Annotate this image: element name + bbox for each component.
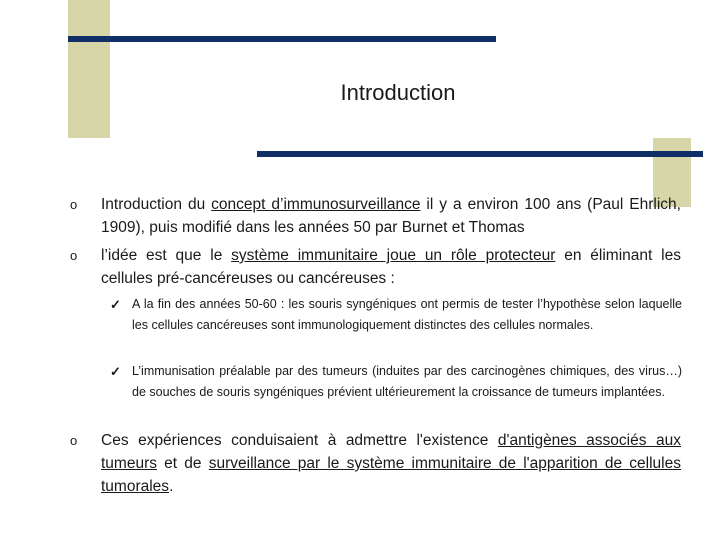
bullet-experiments [70,429,681,498]
subbullet-immunisation [110,361,682,403]
underlined-term: d'antigènes associés aux tumeurs [101,432,681,472]
decor-navy-bar-top [68,36,496,42]
subbullet-text: L’immunisation préalable par des tumeurs (induites par des carcinogènes chimiques, des virus…) de souches de souris syngéniques prévient ultérieurement la croissance de tumeurs implantées. [132,364,682,399]
bullet-text: Ces expériences conduisaient à admettre l'existence [101,432,498,449]
underlined-term: concept d’immunosurveillance [211,196,421,213]
check-icon: ✓ [110,297,121,312]
check-icon: ✓ [110,364,121,379]
decor-navy-bar-bottom [257,151,703,157]
bullet-text: il y a environ 100 ans (Paul Ehrlich, 1909), puis modifié dans les années 50 par Burnet et Thomas [101,196,681,236]
subbullet-text: A la fin des années 50-60 : les souris syngéniques ont permis de tester l’hypothèse selon laquelle les cellules cancéreuses sont immunologiquement distinctes des cellules normales. [132,297,682,332]
bullet-marker: o [70,248,78,263]
slide-title: Introduction [340,80,456,105]
subbullet-syngeneic-mice [110,294,682,336]
bullet-marker: o [70,197,78,212]
bullet-text: et de [157,455,209,472]
bullet-text: l’idée est que le [101,247,232,264]
bullet-concept [70,193,681,239]
bullet-text: . [169,478,174,495]
underlined-term: surveillance par le système immunitaire de l'apparition de cellules tumorales [101,455,681,495]
bullet-marker: o [70,433,78,448]
decor-tan-block-top [68,0,110,138]
bullet-text: en éliminant les cellules pré-cancéreuses ou cancéreuses : [101,247,681,287]
bullet-idea [70,244,681,290]
underlined-term: système immunitaire joue un rôle protecteur [231,247,556,264]
bullet-text: Introduction du [101,196,212,213]
